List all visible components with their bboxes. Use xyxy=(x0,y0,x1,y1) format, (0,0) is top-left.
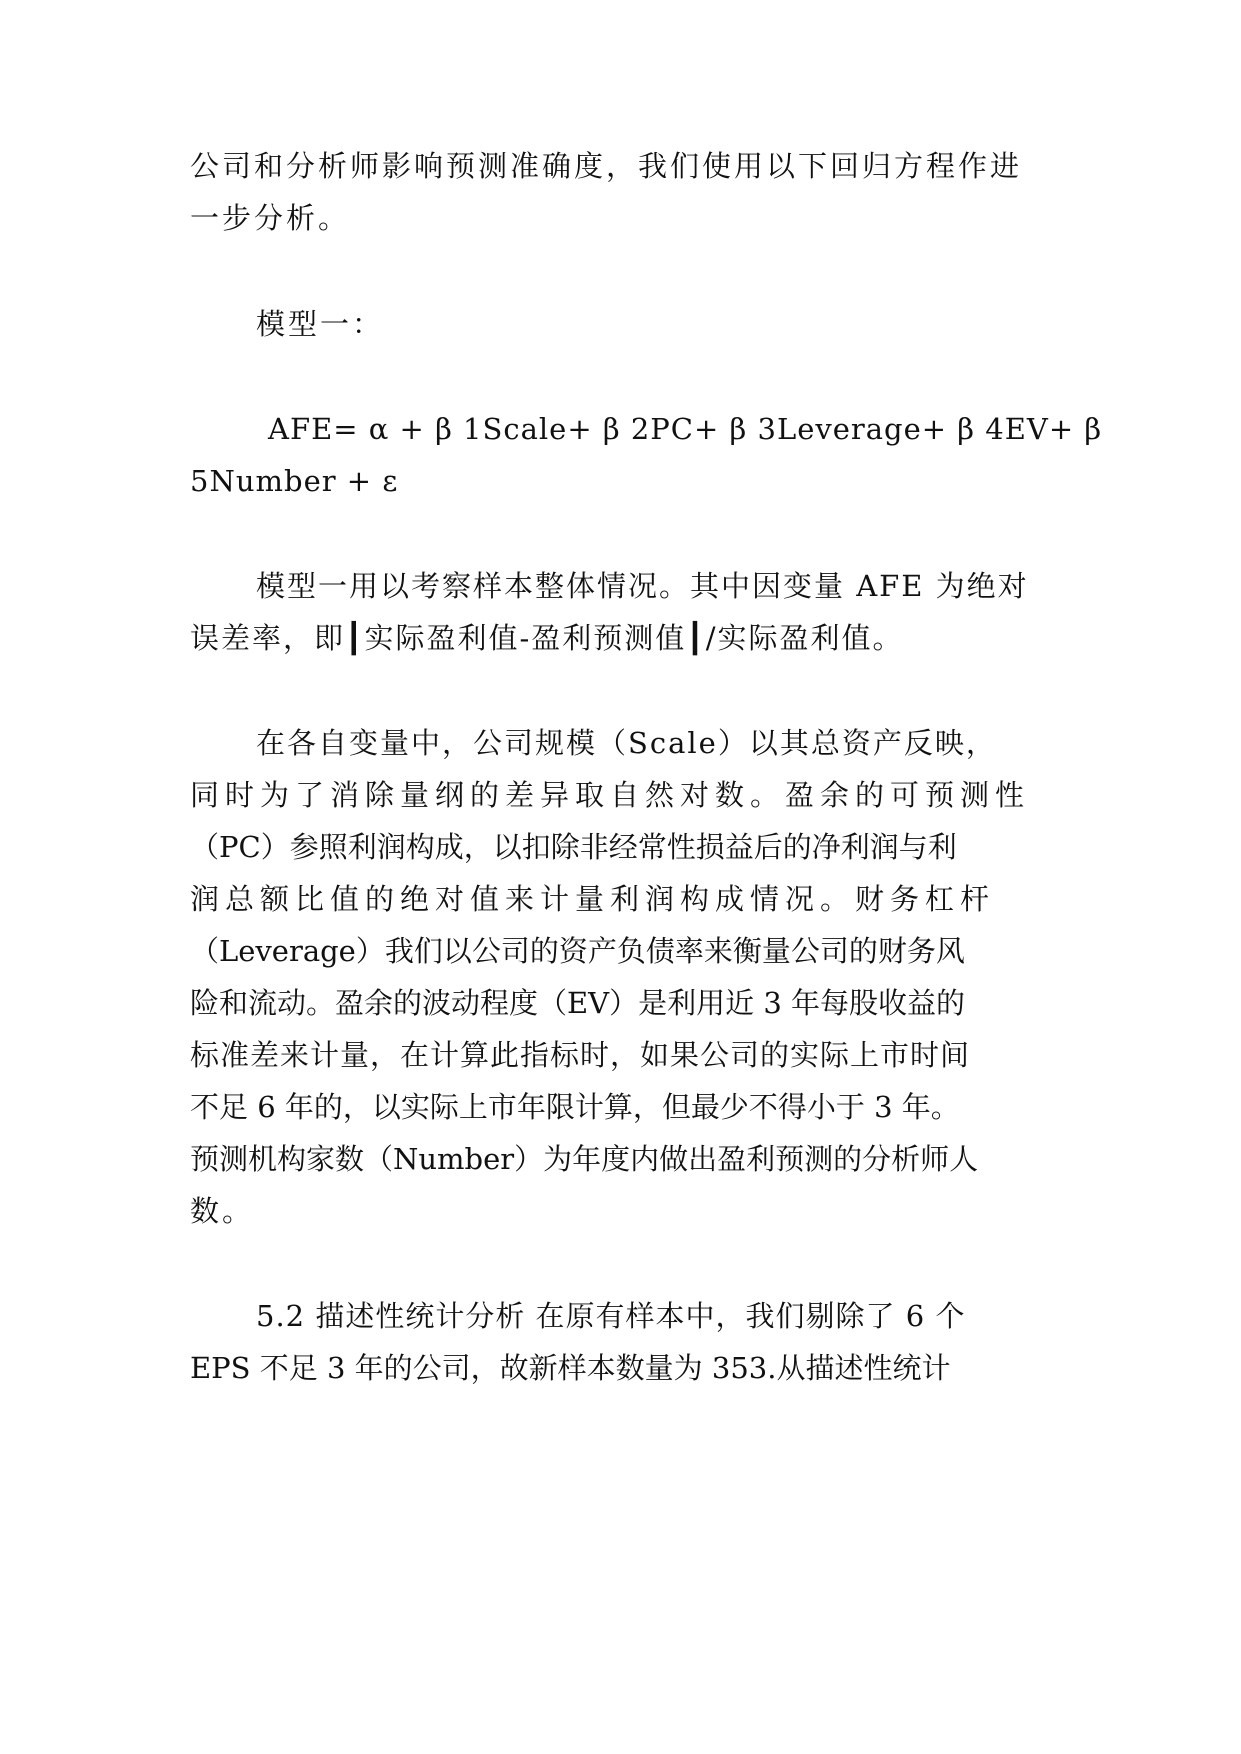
paragraph-line: 公司和分析师影响预测准确度，我们使用以下回归方程作进 xyxy=(190,149,1023,183)
paragraph-line: 在各自变量中，公司规模（Scale）以其总资产反映， xyxy=(256,726,997,760)
paragraph-line: 不足 6 年的，以实际上市年限计算，但最少不得小于 3 年。 xyxy=(190,1090,960,1124)
regression-formula-line: 5Number + ε xyxy=(190,464,399,498)
regression-formula-line: AFE= α + β 1Scale+ β 2PC+ β 3Leverage+ β 4EV+ β xyxy=(268,412,1103,446)
model-heading: 模型一： xyxy=(256,307,385,341)
paragraph-line: （PC）参照利润构成，以扣除非经常性损益后的净利润与利 xyxy=(190,830,957,864)
paragraph-line: 数。 xyxy=(190,1194,255,1228)
paragraph-line: 润总额比值的绝对值来计量利润构成情况。财务杠杆 xyxy=(190,882,996,916)
paragraph-line: 预测机构家数（Number）为年度内做出盈利预测的分析师人 xyxy=(190,1142,979,1176)
paragraph-line: 模型一用以考察样本整体情况。其中因变量 AFE 为绝对 xyxy=(256,569,1029,603)
paragraph-line: 标准差来计量，在计算此指标时，如果公司的实际上市时间 xyxy=(190,1038,971,1072)
paragraph-line: 一步分析。 xyxy=(190,201,351,235)
paragraph-line: 险和流动。盈余的波动程度（EV）是利用近 3 年每股收益的 xyxy=(190,986,966,1020)
paragraph-line: （Leverage）我们以公司的资产负债率来衡量公司的财务风 xyxy=(190,934,965,968)
paragraph-line: EPS 不足 3 年的公司，故新样本数量为 353.从描述性统计 xyxy=(190,1351,951,1385)
paragraph-line: 同时为了消除量纲的差异取自然对数。盈余的可预测性 xyxy=(190,778,1031,812)
paragraph-line: 5.2 描述性统计分析 在原有样本中，我们剔除了 6 个 xyxy=(256,1299,966,1333)
paragraph-line: 误差率，即┃实际盈利值-盈利预测值┃/实际盈利值。 xyxy=(190,621,904,655)
